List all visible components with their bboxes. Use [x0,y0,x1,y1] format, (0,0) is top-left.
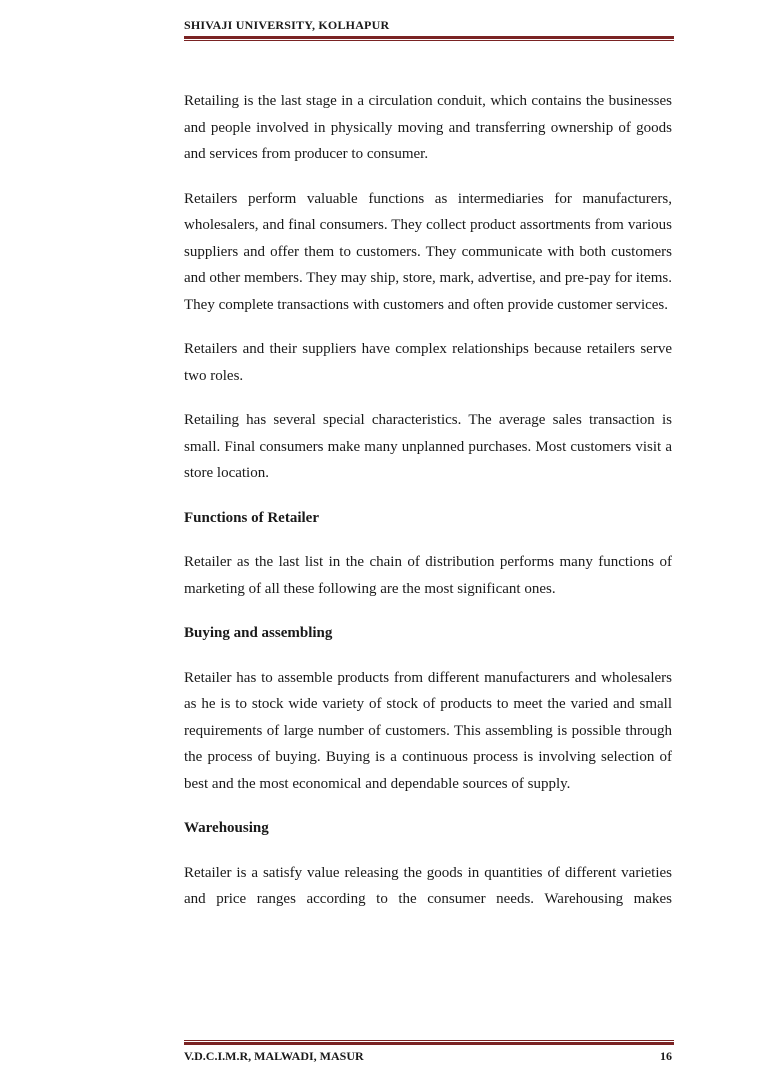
header-rule-thick [184,36,674,39]
page-number: 16 [660,1049,672,1063]
heading-warehousing: Warehousing [184,820,269,836]
page-header [184,16,674,41]
heading-buying-and-assembling: Buying and assembling [184,625,333,641]
footer-rule-thick [184,1042,674,1045]
header-rule-thin [184,40,674,41]
footer-rule-thin [184,1040,674,1041]
page-body [184,88,672,931]
paragraph-retailing-definition: Retailing is the last stage in a circulation conduit, which contains the businesses and people involved in physically moving and transferring ownership of goods and services from producer to consumer. [184,93,672,162]
paragraph-supplier-relationships: Retailers and their suppliers have complex relationships because retailers serve two roles. [184,341,672,384]
paragraph-functions-intro: Retailer as the last list in the chain of distribution performs many functions of marketing of all these following are the most significant ones. [184,554,672,597]
header-title: SHIVAJI UNIVERSITY, KOLHAPUR [184,18,390,32]
footer-institute: V.D.C.I.M.R, MALWADI, MASUR [184,1049,364,1063]
paragraph-warehousing: Retailer is a satisfy value releasing the goods in quantities of different varieties and price ranges according to the consumer needs. Warehousing makes [184,864,672,907]
paragraph-characteristics: Retailing has several special characteristics. The average sales transaction is small. Final consumers make many unplanned purchases. Most customers visit a store location. [184,412,672,481]
heading-functions-of-retailer: Functions of Retailer [184,509,319,526]
paragraph-retailer-functions: Retailers perform valuable functions as intermediaries for manufacturers, wholesalers, and final consumers. They collect product assortments from various suppliers and offer them to customers. They communicate with both customers and other members. They may ship, store, mark, advertise, and pre-pay for items. They complete transactions with customers and often provide customer services. [184,190,672,313]
footer-row [184,1048,674,1064]
page-footer [184,1040,674,1064]
paragraph-buying-assembling: Retailer has to assemble products from different manufacturers and wholesalers as he is to stock wide variety of stock of products to meet the varied and small requirements of large number of customers. This assembling is possible through the process of buying. Buying is a continuous process is involving selection of best and the most economical and dependable sources of supply. [184,669,672,792]
